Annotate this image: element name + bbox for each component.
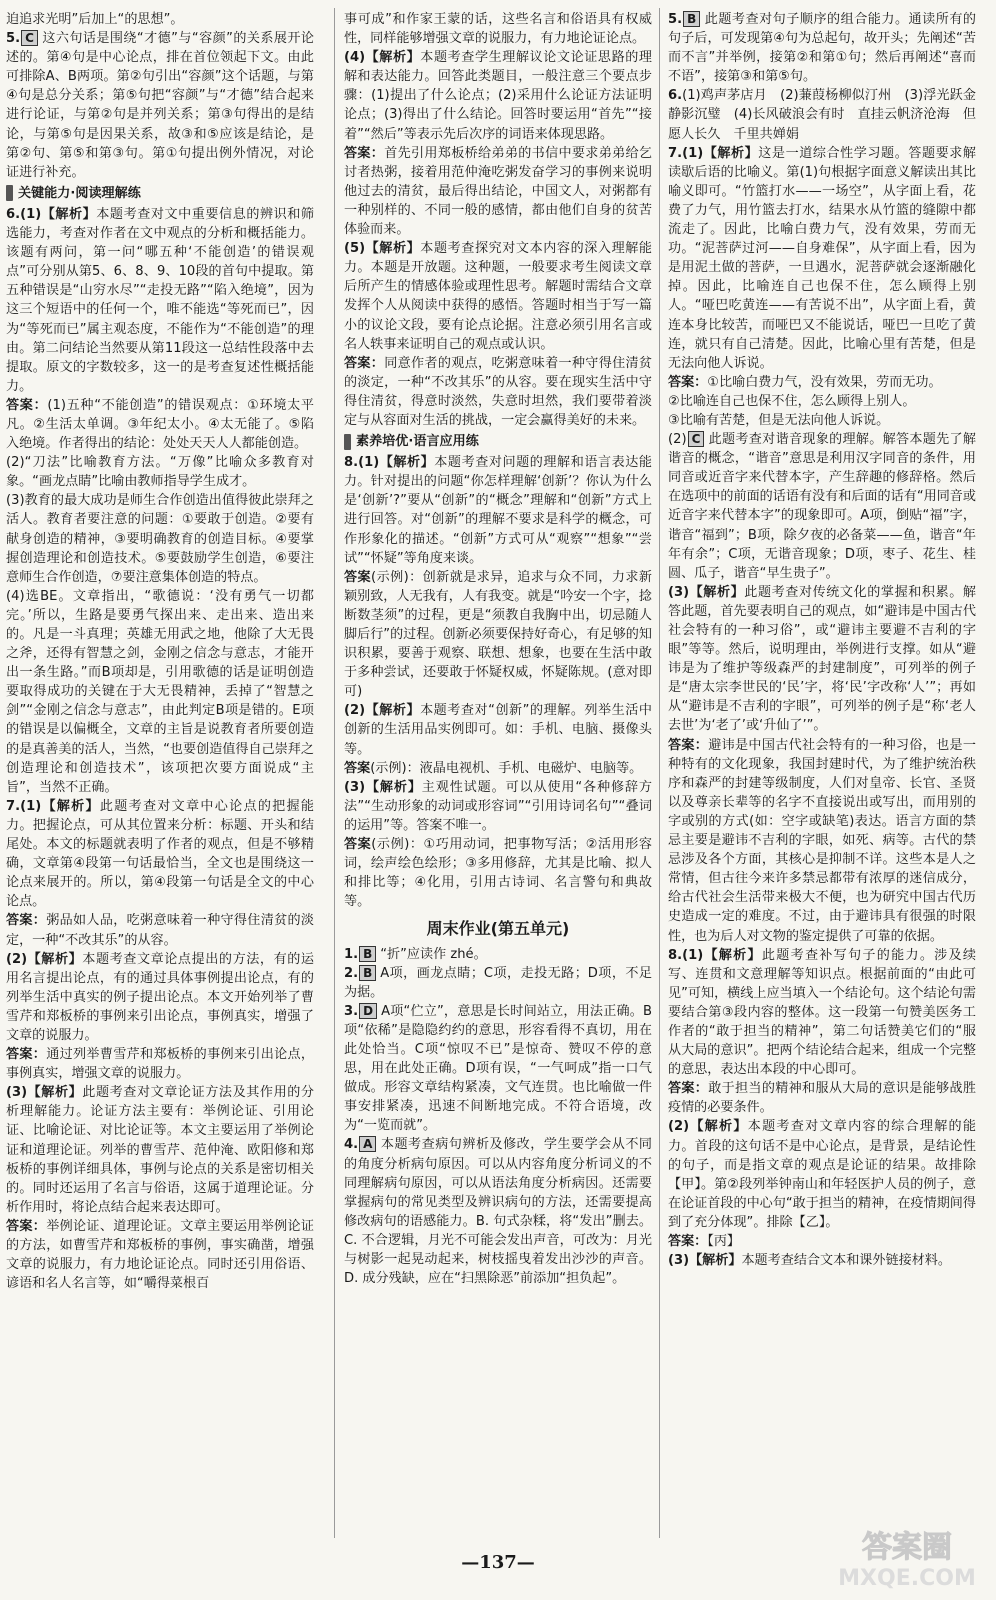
item-text: 教育的最大成功是师生合作创造出值得彼此崇拜之活人。教育者要注意的问题：①要敢于创造。②要有献身创造的精神，③要明确教育的创造目标。④要掌握创造理论和创造技术。⑤要鼓励学生创造，⑥要注意师生合作创造，⑦要注意集体创造的特点。	[6, 493, 314, 585]
item-number: 7.	[6, 798, 21, 814]
answer-label: 答案：	[344, 145, 385, 161]
answer-text: (示例)：①巧用动词，把事物写活；②活用形容词，绘声绘色绘形；③多用修辞，尤其是比喻、拟人和排比等；④化用，引用古诗词、名言警句和典故等。	[344, 837, 653, 910]
item-text: A项，画龙点睛；C项，走投无路；D项，不足为据。	[344, 965, 652, 1000]
analysis-tag: (4)【解析】	[344, 50, 421, 66]
answer-label: 答案：	[6, 1047, 47, 1063]
item-number: 5.	[6, 31, 21, 47]
item-text: (1)鸡声茅店月 (2)蒹葭杨柳似汀州 (3)浮光跃金 静影沉璧 (4)长风破浪会有时 直挂云帆济沧海 但愿人长久 千里共婵娟	[668, 88, 990, 142]
analysis-tag: (3)【解析】	[668, 584, 745, 600]
answer-line	[344, 568, 652, 702]
choice-box: B	[359, 946, 376, 962]
watermark-text: 答案圈	[862, 1530, 952, 1565]
item-number: 8.	[344, 455, 359, 471]
item-text: 此题考查对文章论证方法及其作用的分析理解能力。论证方法主要有：举例论证、引用论证、比喻论证、对比论证等。本文主要运用了举例论证和道理论证。列举的曹雪芹、范仲淹、欧阳修和郑板桥的事例详细具体，事例与论点的关系是密切相关的。同时还运用了名言与俗语，这属于道理论证。分析作用时，将论点结合起来表达即可。	[6, 1085, 314, 1215]
choice-box: B	[359, 965, 376, 981]
sub-item	[668, 430, 976, 583]
watermark-logo-icon	[832, 1525, 982, 1591]
answer-text: ①比喻白费力气，没有效果，劳而无功。	[707, 374, 942, 390]
item-text: “刀法”比喻教育方法。“万像”比喻众多教育对象。“画龙点睛”比喻由教师指导学生成才。	[6, 455, 314, 490]
column-divider	[659, 8, 660, 1538]
answer-line	[668, 1232, 976, 1251]
item-number: 2.	[344, 965, 359, 981]
item-text: 本题考查对文中重要信息的辨识和筛选能力，考查对作者在文中观点的分析和概括能力。该题有两问，第一问“哪五种‘不能创造’的错误观点”可分别从第5、6、8、9、10段的首句中提取。第五种错误是“山穷水尽”“走投无路”“陷入绝境”，因为这三个短语中的任何一个，唯不能选“等死而已”，因为“等死而已”属主观态度，不能作为“不能创造”的理由。第二问结论当然要从第11段这一总结性段落中去提取。原文的字数较多，这一的是考查复述性概括能力。	[6, 206, 314, 394]
answer-item-8	[344, 453, 652, 568]
column-right	[668, 10, 990, 1540]
answer-label: 答案：	[668, 374, 708, 390]
answer-label: 答案：	[6, 397, 48, 413]
item-number: 6.	[668, 88, 683, 104]
sub-tag: (3)	[6, 493, 25, 509]
answer-line	[344, 835, 652, 911]
sub-item	[344, 701, 652, 758]
choice-box: C	[688, 431, 705, 447]
answer-item-w8	[668, 946, 976, 1080]
sub-tag: (2)	[668, 432, 687, 448]
answer-line	[668, 373, 976, 392]
item-text: 这是一道综合性学习题。答题要求解读歇后语的比喻义。第(1)句根据字面意义解读出其比喻义即可。“竹篮打水——一场空”，从字面上看，花费了力气，用竹篮去打水，结果水从竹篮的缝隙中都流走了。因此，比喻白费力气，没有效果，劳而无功。“泥菩萨过河——自身难保”，从字面上看，因为是用泥土做的菩萨，一旦遇水，泥菩萨就会逐渐融化掉。因此，比喻连自己也保不住，怎么顾得上别人。“哑巴吃黄连——有苦说不出”，从字面上看，黄连本身比较苦，而哑巴又不能说话，哑巴一旦吃了黄连，就只有自己清楚。因此，比喻心里有苦楚，但是无法向他人诉说。	[668, 145, 976, 371]
item-number: 7.	[668, 145, 683, 161]
sub-item	[668, 1117, 976, 1232]
answer-text: 粥品如人品，吃粥意味着一种守得住清贫的淡定，一种“不改其乐”的从容。	[6, 913, 315, 948]
sub-item	[344, 48, 652, 143]
analysis-tag: (1)【解析】	[682, 145, 759, 161]
item-text: 这六句话是围绕“才德”与“容颜”的关系展开论述的。第④句是中心论点，排在首位领起下文。由此可排除A、B两项。第②句引出“容颜”这个话题，与第④句是总分关系；第⑤句把“容颜”与“才德”结合起来进行论证，与第②句是并列关系；第③句得出的是结论，与第⑤句是因果关系，故③和⑤应该是结论，是第②句、第⑤和第③句。第①句提出例外情况，对论证进行补充。	[6, 31, 314, 180]
answer-text: (示例)：液晶电视机、手机、电磁炉、电脑等。	[370, 760, 643, 776]
section-header	[344, 432, 652, 451]
analysis-tag: (2)【解析】	[668, 1119, 748, 1135]
answer-text: 同意作者的观点，吃粥意味着一种守得住清贫的淡定，一种“不改其乐”的从容。要在现实生活中守得住清贫，得意时淡然，失意时坦然，我们要带着淡定与从容面对生活的挑战，一定会赢得美好的未来。	[344, 355, 653, 428]
answer-label: 答案	[344, 760, 371, 776]
page-number: —137—	[461, 1552, 535, 1573]
item-number: 5.	[668, 12, 683, 27]
answer-item-w6	[668, 86, 990, 143]
answer-line	[344, 759, 652, 778]
paragraph: 事可成”和作家王蒙的话，这些名言和俗语具有权威性，同样能够增强文章的说服力，有力地论证论点。	[344, 12, 652, 47]
item-number: 1.	[344, 946, 359, 962]
item-text: 本题考查学生理解议论文论证思路的理解和表达能力。回答此类题目，一般注意三个要点步骤：(1)提出了什么论点；(2)采用什么论证方法证明论点；(3)得出了什么结论。回答时要运用“首先”“接着”“然后”等表示先后次序的词语来体现思路。	[344, 50, 652, 142]
sub-item	[6, 491, 314, 586]
answer-item-w4	[344, 1135, 652, 1288]
answer-label: 答案	[344, 837, 372, 853]
analysis-tag: (1)【解析】	[358, 455, 435, 471]
answer-line	[344, 354, 652, 430]
choice-box: C	[21, 30, 38, 46]
answer-line	[6, 911, 314, 949]
item-text: 本题考查结合文本和课外链接材料。	[741, 1253, 951, 1269]
answer-text: 举例论证、道理论证。文章主要运用举例论证的方法，如曹雪芹和郑板桥的事例，事实确凿，增强文章的说服力，有力地论证论点。同时还引用俗语、谚语和名人名言等，如“嚼得菜根百	[6, 1218, 315, 1292]
column-divider	[334, 8, 335, 1538]
sub-tag: (4)	[6, 588, 25, 604]
sub-item	[6, 587, 314, 797]
answer-item-w7	[668, 144, 976, 373]
section-title: 关键能力·阅读理解练	[18, 185, 141, 201]
answer-label: 答案：	[6, 1218, 47, 1234]
choice-box: B	[683, 11, 700, 27]
item-text: 本题考查对问题的理解和语言表达能力。针对提出的问题“你怎样理解‘创新’？你认为什么是‘创新’?”要从“创新”的“概念”理解和“创新”方式上进行回答。对“创新”的理解不要求是科学的概念，可作形象化的描述。“创新”方式可从“观察”“想象”“尝试”“怀疑”等角度来谈。	[344, 455, 652, 566]
item-text: 本题考查探究对文本内容的深入理解能力。本题是开放题。这种题，一般要求考生阅读文章后所产生的情感体验或理性思考。解题时需结合文章发挥个人从阅读中获得的感悟。答题时相当于写一篇小的议论文段，要有论点论据。注意必须引用名言或名人轶事来证明自己的观点或认识。	[344, 241, 652, 352]
analysis-tag: (2)【解析】	[6, 951, 83, 967]
item-text: 此题考查对传统文化的掌握和积累。解答此题，首先要表明自己的观点，如“避讳是中国古代社会特有的一种习俗”，或“避讳主要避不吉利的字眼”等等。然后，说明理由，举例进行支撑。如从“避讳是为了维护等级森严的封建制度”，可列举的例子是“唐太宗李世民的‘民’字，将‘民’字改称‘人’”；再如从“避讳是不吉利的字眼”，可列举的例子是“称‘老人去世’为‘老了’或‘升仙了’”。	[668, 584, 976, 734]
section-marker-icon	[344, 434, 351, 450]
sub-item	[6, 950, 314, 1045]
answer-item-6	[6, 205, 314, 396]
item-text: “折”应读作 zhé。	[380, 946, 487, 962]
choice-box: D	[359, 1003, 377, 1019]
answer-label: 答案：	[344, 355, 385, 371]
answer-item-w3	[344, 1002, 652, 1136]
analysis-tag: (3)【解析】	[668, 1253, 742, 1269]
answer-line: ②比喻连自己也保不住，怎么顾得上别人。	[668, 393, 916, 409]
answer-line	[6, 1217, 314, 1293]
section-marker-icon	[6, 185, 13, 201]
item-text: A项“伫立”，意思是长时间站立，用法正确。B项“依稀”是隐隐约约的意思，形容看得不真切，用在此处恰当。C项“惊叹不已”是惊奇、赞叹不停的意思，用在此处正确。D项有误，“一气呵成”指一口气做成。形容文章结构紧凑，文气连贯。也比喻做一件事安排紧凑，迅速不间断地完成。不符合语境，改为“一览而就”。	[344, 1003, 652, 1134]
answer-line	[6, 1045, 314, 1083]
choice-box: A	[359, 1136, 376, 1152]
analysis-tag: (1)【解析】	[20, 798, 100, 814]
answer-line	[668, 736, 976, 946]
sub-item	[344, 778, 652, 835]
section-heading: 周末作业(第五单元)	[426, 919, 570, 939]
sub-item	[668, 583, 976, 736]
analysis-tag: (1)【解析】	[20, 206, 97, 222]
sub-tag: (2)	[6, 455, 25, 471]
answer-item-7	[6, 797, 314, 912]
answer-text: 避讳是中国古代社会特有的一种习俗，也是一种特有的文化现象，我国封建时代，为了维护统治秩序和森严的封建等级制度，人们对皇帝、长官、圣贤以及尊亲长辈等的名字不直接说出或写出，而用别的字或别的方式(如：空字或缺笔)表达。语言方面的禁忌主要是避讳不吉利的字眼，如死、病等。古代的禁忌涉及各个方面，其核心是抑制不详。这些本是人之常情，但古往今来许多禁忌都带有浓厚的迷信成分，给古代社会生活带来极大不便，也为研究中国古代历史造成一定的难度。不过，由于避讳具有很强的时限性，也为后人对文物的鉴定提供了可靠的依据。	[668, 737, 977, 944]
sub-item	[344, 239, 652, 354]
item-number: 4.	[344, 1137, 359, 1153]
analysis-tag: (2)【解析】	[344, 703, 421, 719]
item-text: 此题考查补写句子的能力。涉及续写、连贯和文意理解等知识点。根据前面的“由此可见”可知，横线上应当填入一个结论句。这个结论句需要结合第③段内容的整体。这一段第一句赞美医务工作者的“敢于担当的精神”，第二句话赞美它们的“服从大局的意识”。把两个结论结合起来，组成一个完整的意思，表达出本段的中心即可。	[668, 947, 976, 1078]
answer-item-w1	[344, 945, 652, 964]
column-middle	[344, 10, 652, 1540]
watermark-url: MXQE.COM	[838, 1566, 976, 1591]
item-text: 本题考查对“创新”的理解。列举生活中创新的生活用品实例即可。如：手机、电脑、摄像头等。	[344, 703, 652, 757]
sub-item	[668, 1251, 976, 1270]
answer-label: 答案：	[6, 913, 47, 929]
item-text: 本题考查对文章内容的综合理解的能力。首段的这句话不是中心论点，是背景，是结论性的句子，而是指文章的观点是论证的结果。故排除【甲】。第②段列举钟南山和年轻医护人员的例子，意在论证首段的中心句“敢于担当的精神，在疫情期间得到了充分体现”。排除【乙】。	[668, 1119, 976, 1230]
answer-line: ③比喻有苦楚，但是无法向他人诉说。	[668, 412, 890, 428]
item-text: 此题考查对文章中心论点的把握能力。把握论点，可从其位置来分析：标题、开头和结尾处。本文的标题就表明了作者的观点，但是不够精确，文章第④段第一句话最恰当，全文也是围绕这一论点来展开的。所以，第④段第一句话是全文的中心论点。	[6, 798, 314, 910]
answer-text: 敢于担当的精神和服从大局的意识是能够战胜疫情的必要条件。	[668, 1081, 977, 1116]
answer-text: (示例)：创新就是求异，追求与众不同，力求新颖别致，人无我有，人有我变。就是“吟安一个字，捻断数茎须”的过程，更是“须教自我胸中出，切忌随人脚后行”的过程。创新必须要保持好奇心，有足够的知识积累，要善于观察、联想、想象，也要在生活中敢于多种尝试，还要敢于怀疑权威，怀疑陈规。(意对即可)	[344, 569, 653, 700]
item-number: 3.	[344, 1003, 359, 1019]
paragraph: 迫追求光明”后加上“的思想”。	[6, 12, 184, 27]
answer-text: (1)五种“不能创造”的错误观点：①环境太平凡。②生活太单调。③年纪太小。④太无能了。⑤陷入绝境。作者得出的结论：处处天天人人都能创造。	[6, 397, 315, 452]
answer-text: 通过列举曹雪芹和郑板桥的事例来引出论点，事例真实，增强文章的说服力。	[6, 1047, 315, 1082]
answer-text: 【丙】	[707, 1234, 741, 1249]
item-text: 选BE。文章指出，“歌德说：‘没有勇气一切都完。’所以，生路是要勇气探出来、走出来、造出来的。凡是一斗真理；英雄无用武之地，他除了大无畏之斧，还得有智慧之剑，金刚之信念与意志，才能开出一条生路。”而B项却是，引用歌德的话是证明创造要取得成功的关键在于大无畏精神，丢掉了“智慧之剑”“金刚之信念与意志”，由此判定B项是错的。E项的错误是以偏概全，文章的主旨是说教育者所要创造的是真善美的活人，当然，“也要创造值得自己崇拜之创造理论和创造技术”，该项把次要方面说成“主旨”，当然不正确。	[6, 588, 314, 795]
answer-item-w2	[344, 964, 652, 1002]
sub-item	[6, 1083, 314, 1217]
answer-line	[6, 396, 314, 453]
item-number: 8.	[668, 947, 683, 963]
answer-label: 答案	[344, 569, 372, 585]
analysis-tag: (5)【解析】	[344, 241, 421, 257]
answer-item-w5	[668, 10, 976, 86]
item-text: 主观性试题。可以从使用“各种修辞方法”“生动形象的动词或形容词”“引用诗词名句”“叠词的运用”等。答案不唯一。	[344, 779, 652, 833]
analysis-tag: (1)【解析】	[682, 947, 762, 963]
answer-line	[668, 1079, 976, 1117]
section-header	[6, 184, 314, 203]
item-number: 6.	[6, 206, 21, 222]
item-text: 此题考查对谐音现象的理解。解答本题先了解谐音的概念，“谐音”意思是利用汉字同音的条件，用同音或近音字来代替本字，产生辞趣的修辞格。然后在选项中的前面的话语有没有和后面的话有“用同音或近音字来代替本字”的现象即可。A项，倒贴“福”字，谐音“福到”；B项，除夕夜的必备菜——鱼，谐音“年年有余”；C项，无谐音现象；D项，枣子、花生、桂圆、瓜子，谐音“早生贵子”。	[668, 432, 976, 581]
item-text: 此题考查对句子顺序的组合能力。通读所有的句子后，可发现第④句为总起句，故开头；先阐述“苦而不言”并举例，接第②和第①句；然后再阐述“喜而不语”，接第③和第⑤句。	[668, 12, 976, 85]
answer-label: 答案：	[668, 1081, 709, 1097]
answer-label: 答案：	[668, 1234, 708, 1249]
analysis-tag: (3)【解析】	[6, 1085, 83, 1101]
answer-label: 答案：	[668, 737, 709, 753]
answer-item-5	[6, 29, 314, 182]
analysis-tag: (3)【解析】	[344, 779, 422, 795]
column-left	[6, 10, 314, 1540]
section-title: 素养培优·语言应用练	[356, 434, 479, 450]
item-text: 本题考查文章论点提出的方法，有的运用名言提出论点，有的通过具体事例提出论点，有的列举生活中真实的例子提出论点。本文开始列举了曹雪芹和郑板桥的事例来引出论点，事例真实，增强了文章的说服力。	[6, 951, 314, 1043]
answer-line	[344, 144, 652, 239]
item-text: 本题考查病句辨析及修改，学生要学会从不同的角度分析病句原因。可以从内容角度分析词义的不同理解病句原因，可以从语法角度分析病因。还需要掌握病句的常见类型及辨识病句的方法，还需要提高修改病句的语感能力。B. 句式杂糅，将“发出”删去。C. 不合逻辑，月光不可能会发出声音，可改为：月光与树影一起晃动起来，树枝摇曳着发出沙沙的声音。D. 成分残缺，应在“扫黑除恶”前添加“担负起”。	[344, 1137, 652, 1287]
answer-text: 首先引用郑板桥给弟弟的书信中要求弟弟给乞讨者热粥，接着用范仲淹吃粥发奋学习的事例来说明他过去的清贫，最后得出结论，中国文人，对粥都有一种别样的、不同一般的感情，都由他们自身的贫苦体验而来。	[344, 145, 653, 238]
sub-item	[6, 453, 314, 491]
